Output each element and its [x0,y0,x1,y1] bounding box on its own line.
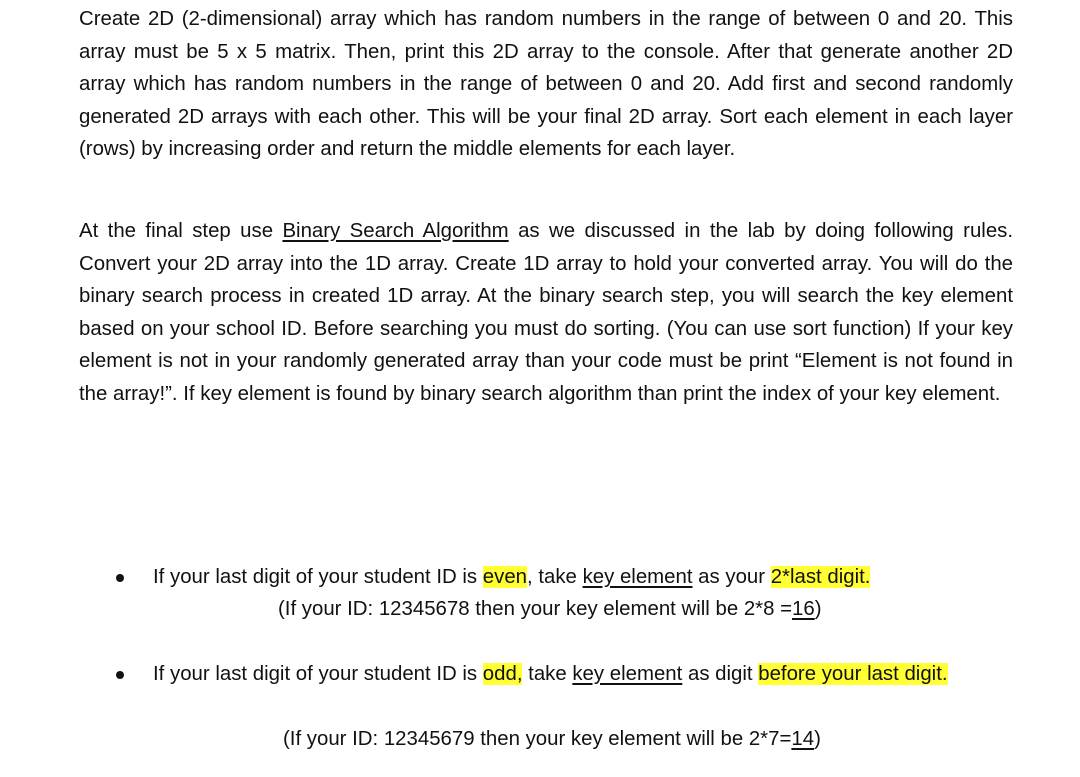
example-text: ) [814,728,821,750]
highlight-odd: odd, [482,663,523,685]
bullet-text: take [522,663,573,685]
example-odd-value: 14 [791,728,815,750]
bullet-dot [116,574,124,582]
bullet-text: If your last digit of your student ID is [153,663,483,685]
bullet-even-text [153,561,1014,594]
example-text: ) [814,598,822,620]
highlight-before-last-digit: before your last digit. [758,663,948,685]
paragraph-array-instructions: Create 2D (2-dimensional) array which has random numbers in the range of between 0 and 20. This array must be 5 x 5 matrix. Then, print this 2D array to the console. After that generate another 2D array which has random numbers in the range of between 0 and 20. Add first and second randomly generated 2D arrays with each other. This will be your final 2D array. Sort each element in each layer (rows) by increasing order and return the middle elements for each layer. [79,8,1013,161]
bullet-text: as your [692,566,771,588]
binary-search-link: Binary Search Algorithm [282,220,509,242]
example-text: (If your ID: 12345679 then your key element will be 2*7= [283,728,792,750]
highlight-2-last-digit: 2*last digit. [770,566,871,588]
key-element-underlined: key element [582,566,693,588]
paragraph2-rest: as we discussed in the lab by doing following rules. Convert your 2D array into the 1D array. Create 1D array to hold your converted array. You will do the binary search process in created 1D array. At the binary search step, you will search the key element based on your school ID. Before searching you must do sorting. (You can use sort function) If your key element is not in your randomly generated array than your code must be print “Element is not found in the array!”. If key element is found by binary search algorithm than print the index of your key element. [79,220,1014,405]
bullet-text: If your last digit of your student ID is [153,566,483,588]
bullet-dot [116,671,124,679]
example-even-value: 16 [792,598,815,620]
paragraph2-lead: At the final step use [79,220,283,242]
paragraph-binary-search-instructions [79,215,1013,411]
example-odd-id [283,723,821,756]
example-text: (If your ID: 12345678 then your key element will be 2*8 = [278,598,793,620]
key-element-underlined: key element [572,663,683,685]
bullet-text: as digit [682,663,759,685]
bullet-text: , take [527,566,583,588]
bullet-odd-text [153,658,1014,691]
highlight-even: even [482,566,528,588]
example-even-id [278,593,822,626]
